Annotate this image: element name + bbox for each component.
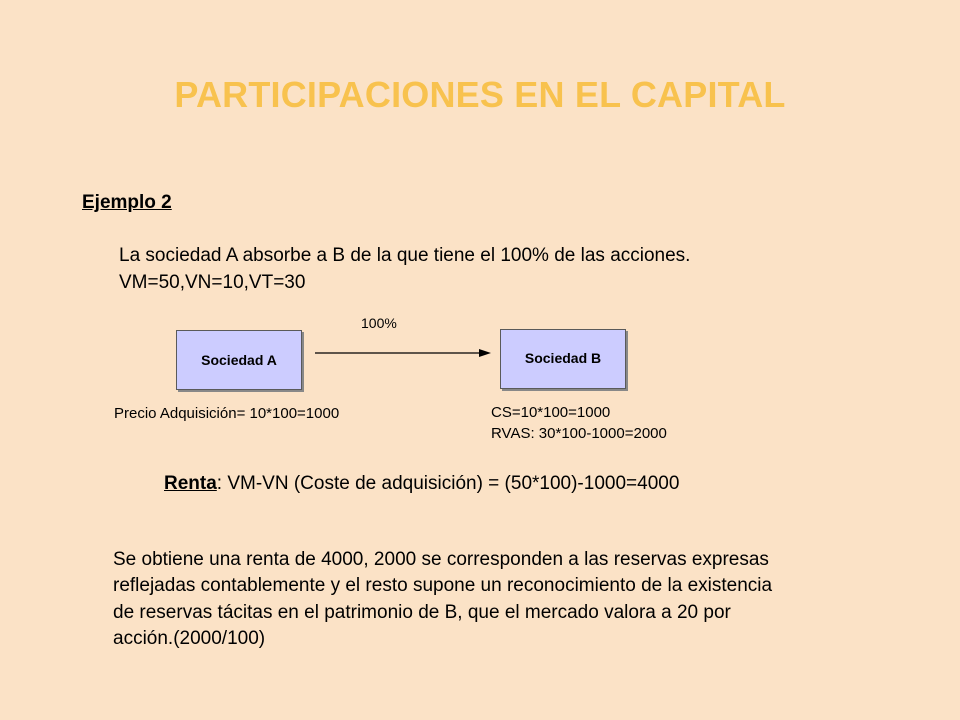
renta-line [164,473,679,495]
company-a-label: Sociedad A [201,352,277,368]
ownership-percent-label: 100% [361,315,397,331]
intro-line: VM=50,VN=10,VT=30 [119,272,306,293]
rvas-label: RVAS: 30*100-1000=2000 [491,425,667,442]
paragraph-line: Se obtiene una renta de 4000, 2000 se corresponden a las reservas expresas [113,549,769,570]
renta-label: Renta [164,473,217,494]
paragraph-line: reflejadas contablemente y el resto supone un reconocimiento de la existencia [113,575,773,596]
company-a-box [176,330,302,390]
cs-label: CS=10*100=1000 [491,404,611,421]
intro-line: La sociedad A absorbe a B de la que tiene el 100% de las acciones. [119,245,691,266]
acquisition-price-label: Precio Adquisición= 10*100=1000 [114,405,340,422]
page-title: PARTICIPACIONES EN EL CAPITAL [174,74,786,115]
paragraph-line: acción.(2000/100) [113,628,266,649]
ownership-arrow [313,345,493,361]
paragraph-line: de reservas tácitas en el patrimonio de B, que el mercado valora a 20 por [113,602,731,623]
company-b-box [500,329,626,389]
example-heading: Ejemplo 2 [82,192,172,213]
company-b-label: Sociedad B [524,350,602,366]
renta-formula: : VM-VN (Coste de adquisición) = (50*100)-1000=4000 [216,473,680,494]
